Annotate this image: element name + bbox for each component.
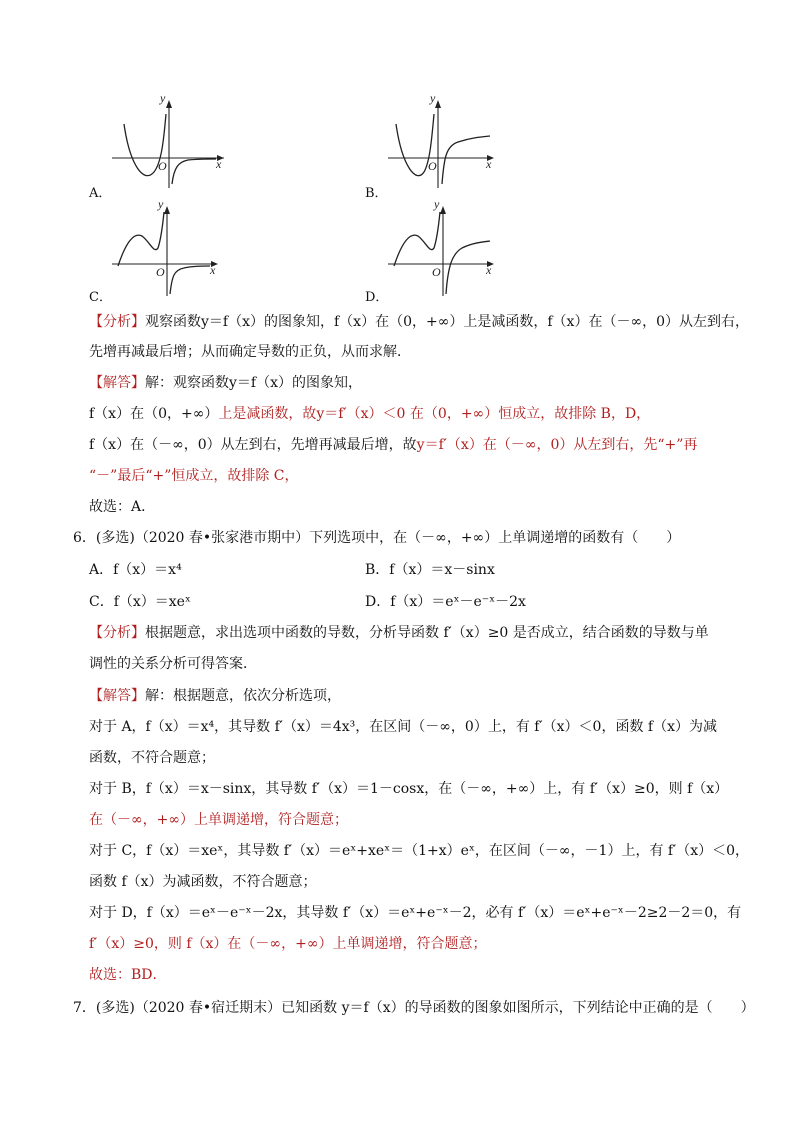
- q6-option-d: D．f（x）＝eˣ－e⁻ˣ－2x: [365, 594, 526, 610]
- q6-answer-line-1: 【解答】解：根据题意，依次分析选项，: [89, 688, 341, 704]
- svg-text:y: y: [158, 197, 164, 211]
- q6-stem: 6．(多选)（2020 春•张家港市期中）下列选项中，在（－∞，+∞）上单调递增的函数有（ ）: [73, 530, 681, 546]
- q5-answer-line-1: 【解答】解：观察函数y＝f（x）的图象知，: [89, 375, 362, 391]
- svg-text:x: x: [486, 263, 492, 277]
- svg-text:x: x: [210, 263, 216, 277]
- q6-b-line-2: 在（－∞，+∞）上单调递增，符合题意；: [89, 812, 349, 828]
- q6-d-line-1: 对于 D，f（x）＝eˣ－e⁻ˣ－2x，其导数 f′（x）＝eˣ+e⁻ˣ－2，必有 f′（x）＝eˣ+e⁻ˣ－2≥2－2＝0，有: [89, 905, 742, 921]
- q6-analysis-line-2: 调性的关系分析可得答案．: [89, 656, 257, 672]
- q6-d-line-2: f′（x）≥0，则 f（x）在（－∞，+∞）上单调递增，符合题意；: [89, 936, 487, 952]
- q6-choice: 故选：BD．: [89, 967, 167, 983]
- q6-analysis-line-1: 【分析】根据题意，求出选项中函数的导数，分析导函数 f′（x）≥0 是否成立，结合函数的导数与单: [89, 625, 709, 641]
- option-d-label: D．: [365, 290, 389, 305]
- q6-c-line-1: 对于 C，f（x）＝xeˣ，其导数 f′（x）＝eˣ+xeˣ＝（1+x）eˣ，在区间（－∞，－1）上，有 f′（x）＜0，: [89, 843, 750, 859]
- q5-choice: 故选：A．: [89, 499, 156, 515]
- q5-answer-line-3: f（x）在（－∞，0）从左到右，先增再减最后增，故y＝f′（x）在（－∞，0）从左到右，先“+”再: [89, 437, 698, 453]
- q6-a-line-2: 函数，不符合题意；: [89, 750, 215, 766]
- answer-tag: 【解答】: [89, 375, 145, 391]
- graph-option-a: [112, 91, 228, 188]
- analysis-tag: 【分析】: [89, 625, 145, 641]
- svg-text:y: y: [160, 91, 166, 105]
- option-b-label: B．: [365, 186, 388, 201]
- q5-analysis-line-2: 先增再减最后增；从而确定导数的正负，从而求解．: [89, 344, 411, 360]
- svg-text:y: y: [434, 197, 440, 211]
- svg-text:y: y: [430, 91, 436, 105]
- q6-option-c: C．f（x）＝xeˣ: [89, 594, 191, 610]
- q6-c-line-2: 函数 f（x）为减函数，不符合题意；: [89, 874, 317, 890]
- q5-analysis-line-1: 【分析】观察函数y＝f（x）的图象知，f（x）在（0，+∞）上是减函数，f（x）在（－∞，0）从左到右，: [89, 314, 750, 330]
- svg-text:O: O: [158, 159, 167, 173]
- option-a-label: A．: [89, 186, 112, 201]
- q6-option-b: B．f（x）＝x－sinx: [365, 562, 495, 578]
- graph-option-d: [388, 197, 504, 296]
- q6-a-line-1: 对于 A，f（x）＝x⁴，其导数 f′（x）＝4x³，在区间（－∞，0）上，有 f′（x）＜0，函数 f（x）为减: [89, 719, 717, 735]
- q5-answer-line-2: f（x）在（0，+∞）上是减函数，故y＝f′（x）＜0 在（0，+∞）恒成立，故排除 B，D，: [89, 406, 651, 422]
- svg-text:x: x: [486, 157, 492, 171]
- q6-b-line-1: 对于 B，f（x）＝x－sinx，其导数 f′（x）＝1－cosx，在（－∞，+∞）上，有 f′（x）≥0，则 f（x）: [89, 781, 729, 797]
- analysis-tag: 【分析】: [89, 314, 145, 330]
- graph-option-c: [112, 197, 228, 296]
- q7-stem: 7．(多选)（2020 春•宿迁期末）已知函数 y＝f（x）的导函数的图象如图所示，下列结论中正确的是（ ）: [73, 1000, 755, 1016]
- answer-tag: 【解答】: [89, 688, 145, 704]
- svg-text:O: O: [156, 265, 165, 279]
- graph-option-b: [388, 91, 504, 188]
- svg-text:O: O: [428, 159, 437, 173]
- svg-text:O: O: [432, 265, 441, 279]
- q5-answer-line-4: “－”最后“+”恒成立，故排除 C，: [89, 468, 299, 484]
- option-c-label: C．: [89, 290, 112, 305]
- q6-option-a: A．f（x）＝x⁴: [89, 562, 182, 578]
- svg-text:x: x: [216, 157, 222, 171]
